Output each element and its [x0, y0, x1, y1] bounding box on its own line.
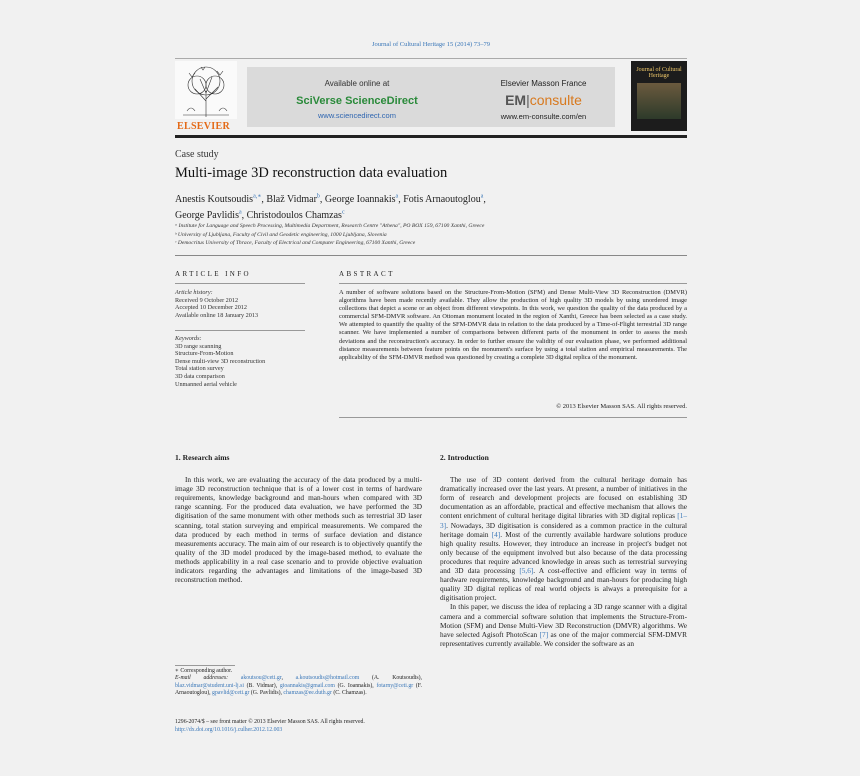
author-sep: ,: [319, 194, 325, 206]
intro-text: . A cost-effective and efficient way in terms of hardware requirements, knowledge background and man-hours for producing high quality 3D digital replicas of real world objects is always a prerequisite for a digitisation project.: [440, 566, 687, 603]
intro-paragraph-1: [440, 475, 687, 602]
journal-cover-thumbnail: [631, 61, 687, 131]
cover-image: [637, 83, 681, 119]
email-addresses: E-mail addresses: akoutsou@ceti.gr, a.koutsoudis@hotmail.com (A. Koutsoudis), blaz.vidmar@student.uni-lj.si (B. Vidmar), gioannakis@gmail.com (G. Ioannakis), fotarny@ceti.gr (F. Arnaoutoglou), gpavlid@ceti.gr (G. Pavlidis), chamzas@ee.duth.gr (C. Chamzas).: [175, 675, 422, 697]
abstract-copyright: © 2013 Elsevier Masson SAS. All rights reserved.: [556, 403, 687, 410]
keywords-rule: [175, 330, 305, 331]
top-rule: [175, 58, 687, 59]
affiliation-a: ᵃ Institute for Language and Speech Processing, Multimedia Department, Research Centre "Athena", PO BOX 159, 67100 Xanthi, Greece: [175, 223, 485, 229]
email-owner: (A. Koutsoudis),: [371, 675, 422, 682]
intro-text: . Most of the currently available hardware solutions produce high quality results. However, they introduce an increase in project's budget not only because of the equipment involved but also because of the data processing procedures that require advanced knowledge in areas such as terrestrial surveying and 3D data processing: [440, 529, 687, 576]
author-sup[interactable]: a: [480, 194, 484, 200]
citation-link[interactable]: [5,6]: [519, 566, 534, 576]
citation-link[interactable]: [4]: [491, 529, 501, 539]
email-owner: (C. Chamzas).: [333, 690, 367, 697]
author-6: [247, 210, 345, 221]
sciencedirect-url[interactable]: www.sciencedirect.com: [318, 111, 396, 120]
journal-banner: [175, 61, 687, 133]
history-accepted: Accepted 10 December 2012: [175, 304, 247, 312]
author-name: Anestis Koutsoudis: [175, 194, 254, 206]
author-3: [325, 194, 403, 205]
available-online-label: Available online at: [324, 79, 390, 88]
email-link[interactable]: akoutsou@ceti.gr: [240, 675, 282, 682]
intro-text: In this paper, we discuss the idea of replacing a 3D range scanner with a digital camera and a commercial software solution that implements the Structure-From-Motion (SFM) and Dense Multi-View 3D Reconstruction (DMVR) algorithms. We have selected Agisoft PhotoScan: [440, 602, 687, 639]
section-1-paragraph: In this work, we are evaluating the accuracy of the data produced by a multi-image 3D reconstruction technique that is of a lower cost in terms of hardware requirements, knowledge background and man-hours when compared with 3D range scanning. For the produced data evaluation, we have performed the 3D digitisation of the same monument with other methods such as terrestrial 3D laser scanning, total station surveying and empirical measurements. We compared the data produced by each method in terms of surface deviation and distance measurements accuracy. The main aim of our research is to objectively quantify the quality of the 3D model produced by the image-based method, to evaluate the methods applicability in a real case scenario and to provide objective evaluation indicators regarding the advantages and limitations of the image-based 3D reconstruction method.: [175, 475, 422, 585]
section-research-aims: [175, 453, 422, 584]
author-2: [266, 194, 325, 205]
keyword: Total station survey: [175, 365, 224, 373]
email-link[interactable]: blaz.vidmar@student.uni-lj.si: [175, 682, 244, 689]
em-brand-right: consulte: [529, 92, 582, 108]
section-introduction: [440, 453, 687, 648]
elsevier-wordmark: ELSEVIER: [177, 121, 230, 132]
author-name: Blaž Vidmar: [266, 194, 317, 206]
intro-paragraph-2: [440, 602, 687, 647]
sciverse-logo-text: SciVerse ScienceDirect: [296, 95, 418, 107]
keywords-label: Keywords:: [175, 335, 202, 342]
author-sep: ,: [483, 194, 486, 206]
author-list: [175, 191, 687, 222]
article-info-heading: ARTICLE INFO: [175, 270, 252, 278]
citation-link[interactable]: [1–3]: [440, 511, 687, 530]
journal-citation[interactable]: Journal of Cultural Heritage 15 (2014) 73–79: [371, 41, 491, 48]
email-owner: (F. Arnaoutoglou),: [175, 682, 422, 697]
email-link[interactable]: chamzas@ee.duth.gr: [283, 690, 332, 697]
email-owner: (G. Pavlidis),: [250, 690, 282, 697]
abstract-text: A number of software solutions based on the Structure-From-Motion (SFM) and Dense Multi-View 3D Reconstruction (DMVR) algorithms have been made recently available. They allow the production of high quality 3D models by using unordered image collections that depict a scene or an object from different viewpoints. In this work, we question the quality of the data produced by a commercial SFM-DMVR software. An Ottoman monument located in the region of Xanthi, Greece has been selected as a case study. We attempted to quantify the quality of the SFM-DMVR data in relation to the data produced by a Time-of-Flight terrestrial 3D range scanner. We have implemented a number of comparisons between different parts of the monument in order to assess the mesh deviations and the reconstruction's accuracy. In order to further ensure the validity of our evaluation phase, we performed additional distance measurements between feature points on the monument's surface by using a total station and empirical measurements. The applicability of the SFM-DMVR method was questioned by creating a complete 3D digital replica of the monument.: [339, 289, 687, 361]
article-history: [175, 289, 315, 319]
doi-link[interactable]: http://dx.doi.org/10.1016/j.culher.2012.12.003: [175, 726, 283, 733]
abstract-heading: ABSTRACT: [339, 270, 395, 278]
section-2-heading: 2. Introduction: [440, 453, 489, 462]
abstract-rule: [339, 283, 687, 284]
header-thick-rule: [175, 135, 687, 138]
author-name: George Ioannakis: [324, 194, 396, 206]
email-owner: (G. Ioannakis),: [337, 682, 374, 689]
em-consulte-url[interactable]: www.em-consulte.com/en: [500, 112, 587, 121]
author-name: Christodoulos Chamzas: [246, 209, 342, 221]
footnote-rule: [175, 665, 235, 666]
email-owner: (B. Vidmar),: [246, 682, 278, 689]
intro-text: The use of 3D content derived from the cultural heritage domain has dramatically increased over the last years. At present, a number of initiatives in the form of research and development projects are focused on establishing 3D documentation as an affordable, practical and effective mechanism that allows the content enrichment of cultural heritage digital libraries with 3D digital replicas: [440, 475, 687, 521]
author-name: George Pavlidis: [175, 209, 239, 221]
author-sup[interactable]: c: [341, 209, 345, 216]
affiliation-c: ᶜ Democritus University of Thrace, Faculty of Electrical and Computer Engineering, 67100 Xanthi, Greece: [175, 240, 416, 246]
author-sup[interactable]: a,∗: [253, 194, 262, 200]
email-link[interactable]: fotarny@ceti.gr: [376, 682, 414, 689]
history-received: Received 9 October 2012: [175, 296, 239, 304]
em-publisher-label: Elsevier Masson France: [500, 79, 587, 88]
author-name: Fotis Arnaoutoglou: [403, 194, 481, 206]
author-5: [175, 210, 247, 221]
article-title: Multi-image 3D reconstruction data evaluation: [175, 165, 448, 181]
email-label: E-mail addresses:: [175, 675, 229, 682]
abstract-bottom-rule: [339, 417, 687, 418]
article-type: Case study: [175, 149, 219, 160]
corresponding-author-footnote: [175, 668, 422, 698]
author-sep: ,: [241, 209, 247, 221]
author-4: [403, 194, 486, 205]
citation-link[interactable]: [7]: [539, 629, 549, 639]
keyword: 3D data comparison: [175, 372, 225, 380]
keyword: 3D range scanning: [175, 342, 222, 350]
em-consulte-logo: EM|consulte: [505, 92, 582, 108]
author-sup[interactable]: a: [238, 209, 242, 216]
intro-text: . Nowadays, 3D digitisation is considered as a common practice in the cultural heritage domain: [440, 520, 687, 539]
cover-title: Journal of Cultural Heritage: [636, 67, 682, 79]
front-matter-rule: [175, 255, 687, 256]
affiliations: [175, 222, 687, 248]
email-link[interactable]: gioannakis@gmail.com: [279, 682, 335, 689]
email-link[interactable]: gpavlid@ceti.gr: [212, 690, 250, 697]
keyword: Unmanned aerial vehicle: [175, 380, 237, 388]
author-1: [175, 194, 266, 205]
history-label: Article history:: [175, 289, 213, 296]
author-sep: ,: [261, 194, 267, 206]
author-sep: ,: [398, 194, 404, 206]
keyword: Dense multi-view 3D reconstruction: [175, 357, 266, 365]
issn-line: 1296-2074/$ – see front matter © 2013 Elsevier Masson SAS. All rights reserved.: [175, 719, 365, 725]
availability-panel: [247, 67, 615, 127]
history-online: Available online 18 January 2013: [175, 311, 259, 319]
section-1-heading: 1. Research aims: [175, 453, 230, 462]
affiliation-b: ᵇ University of Ljubljana, Faculty of Civil and Geodetic engineering, 1000 Ljubljana, Slovenia: [175, 231, 387, 238]
keywords-block: [175, 335, 315, 388]
corresponding-label: ∗ Corresponding author.: [175, 668, 233, 674]
em-brand-left: EM: [505, 92, 527, 108]
imprint: [175, 719, 475, 734]
intro-text: as one of the major commercial SFM-DMVR representatives currently available. We consider the software as an: [440, 629, 688, 648]
article-info-rule: [175, 283, 305, 284]
email-link[interactable]: a.koutsoudis@hotmail.com: [295, 675, 360, 682]
author-sup[interactable]: a: [395, 194, 399, 200]
author-sup[interactable]: b: [316, 194, 320, 200]
keyword: Structure-From-Motion: [175, 350, 234, 358]
